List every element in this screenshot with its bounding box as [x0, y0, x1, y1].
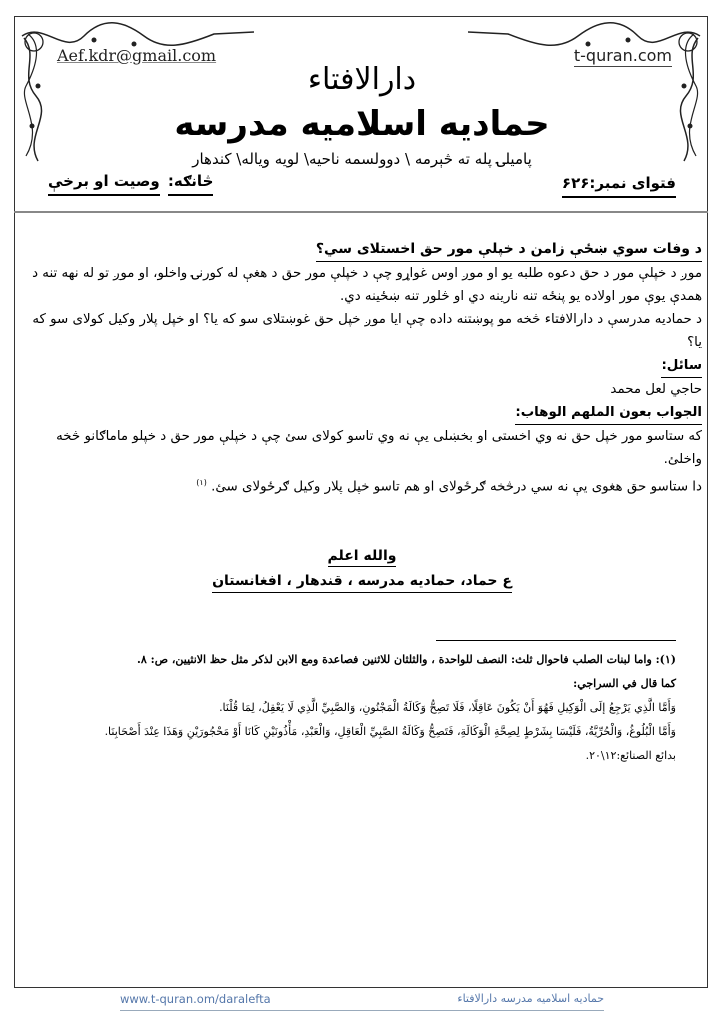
footnotes	[26, 648, 676, 768]
fatwa-number	[562, 174, 676, 198]
category-label: څانګه:	[168, 172, 213, 196]
answer-label: الجواب بعون الملهم الوهاب:	[515, 401, 702, 425]
signer-line: ع حماد، حمادیه مدرسه ، قندهار ، افغانستان	[212, 573, 512, 593]
answer-paragraph: دا ستاسو حق هغوی یې نه سي درڅخه ګرځولای او هم تاسو خپل پلار وکیل ګرځولای سئ.	[211, 479, 702, 495]
website-link[interactable]: t-quran.com	[573, 46, 672, 65]
signature-block	[0, 545, 724, 593]
institution-name: حمادیه اسلامیه مدرسه	[174, 104, 550, 144]
fatwa-number-value: ۶۲۶	[561, 174, 590, 192]
footer-institution: حمادیه اسلامیه مدرسه دارالافتاء	[457, 992, 604, 1005]
asker-label: سائل:	[661, 354, 702, 378]
fatwa-body	[22, 238, 702, 498]
footer-url-link[interactable]: www.t-quran.om/daralefta	[120, 992, 271, 1006]
contact-email-link[interactable]: Aef.kdr@gmail.com	[57, 46, 217, 65]
footnote-item: وَأَمَّا الَّذِي يَرْجِعُ إلَى الْوَكِيلِ فَهُوَ أَنْ يَكُونَ عَاقِلًا، فَلَا تَصِحُّ وَكَالَةُ الْمَجْنُونِ، وَالصَّبِيِّ الَّذِي لَا يَعْقِلُ، لِمَا قُلْنَا.	[219, 701, 676, 714]
closing-phrase: والله اعلم	[328, 548, 397, 567]
question-paragraph: د حمادیه مدرسې د دارالافتاء څخه مو پوښتنه داده چې ایا موږ خپل حق غوښتلای سو که یا؟ او خپل پلار وکیل کولای سو که یا؟	[32, 312, 702, 350]
footnote-item: وَأَمَّا الْبُلُوغُ، وَالْحُرِّيَّةُ، فَلَيْسَا بِشَرْطٍ لِصِحَّةِ الْوَكَالَةِ، فَتَصِحُّ وَكَالَةُ الصَّبِيِّ الْعَاقِلِ، وَالْعَبْدِ، مَأْذُونَيْنِ كَانَا أَوْ مَحْجُورَيْنِ وَهَذَا عِنْدَ أَصْحَابِنَا.	[104, 725, 676, 738]
category-value: وصیت او برخې	[48, 172, 160, 196]
question-title: د وفات سوي ښځې زامن د خپلې مور حق اخستلای سي؟	[316, 238, 702, 262]
fatwa-number-label: فتواى نمبر:	[589, 174, 676, 192]
header-divider	[14, 211, 708, 213]
page-title: دارالافتاء	[307, 62, 417, 97]
footnote-divider	[436, 640, 676, 641]
footnote-item: (۱): واما لبنات الصلب فاحوال ثلث: النصف للواحدة ، والثلثان للاثنين فصاعدة ومع الابن لذكر مثل حظ الانثيين، ص: ٨.	[137, 653, 676, 666]
category	[48, 172, 213, 190]
address-line: پامیلۍ پله ته څېرمه \ دوولسمه ناحیه\ لویه ویاله\ کندهار	[192, 150, 532, 168]
footnote-reference[interactable]: (۱)	[196, 478, 207, 487]
answer-paragraph: که ستاسو مور خپل حق نه وي اخستی او بخښلی یې نه وي تاسو کولای سئ چې د خپلې مور حق د خپلو ماماګانو څخه واخلئ.	[56, 429, 702, 467]
question-paragraph: موږ د خپلې مور د حق دعوه طلبه یو او موږ اوس غواړو چې د خپلې مور حق د هغې له کورنۍ واخلو، او موږ تو له نهه تنه د همدې یوې مور اولاده یو پنځه تنه نارینه دي او څلور تنه ښځینه دي.	[32, 266, 702, 304]
footnote-item: بدائع الصنائع:١٢\٢٠.	[585, 749, 676, 762]
page-footer	[120, 992, 604, 1011]
footnote-item: كما قال في السراجي:	[573, 677, 676, 690]
asker-name: حاجي لعل محمد	[610, 382, 702, 397]
